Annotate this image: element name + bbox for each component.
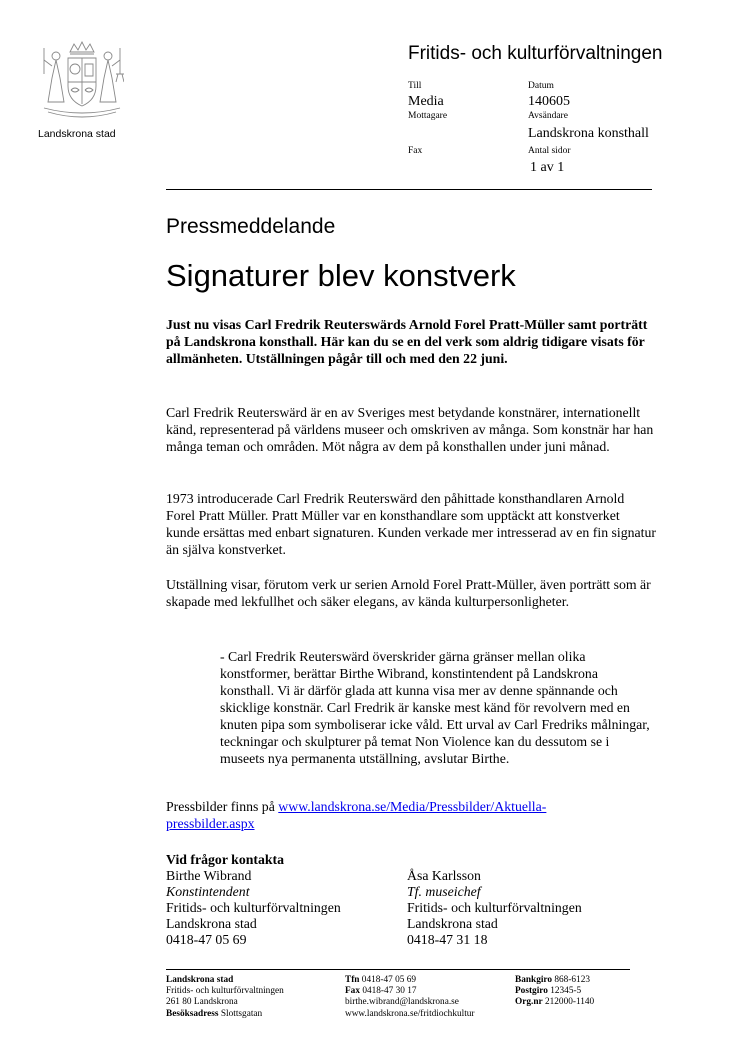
pages-value: 1 av 1 [530, 160, 565, 175]
contact-role: Tf. museichef [407, 884, 481, 899]
footer-col-address [166, 975, 284, 1020]
footer-visit-value: Slottsgatan [220, 1008, 263, 1019]
contact-org: Landskrona stad [166, 916, 257, 931]
footer-divider [166, 969, 630, 970]
contact-org: Landskrona stad [407, 916, 498, 931]
contact-card-2 [407, 868, 582, 948]
footer-tfn-value: 0418-47 05 69 [361, 975, 417, 985]
date-value: 140605 [528, 94, 570, 109]
contact-phone: 0418-47 31 18 [407, 932, 488, 947]
footer-orgnr-value: 212000-1140 [544, 997, 595, 1008]
footer-web: www.landskrona.se/fritdiochkultur [345, 1008, 475, 1019]
header-divider [166, 189, 652, 190]
contact-phone: 0418-47 05 69 [166, 932, 247, 947]
body-paragraph-3: Utställning visar, förutom verk ur serien Arnold Forel Pratt-Müller, även porträtt som är skapade med lekfullhet och säker elegans, av kända kulturpersonligheter. [166, 577, 651, 609]
press-images-text: Pressbilder finns på [166, 799, 279, 814]
press-images-link-line2: pressbilder.aspx [166, 816, 255, 831]
footer-col-bank [515, 975, 594, 1009]
contact-card-1 [166, 868, 341, 948]
footer-email: birthe.wibrand@landskrona.se [345, 997, 459, 1008]
department-title: Fritids- och kulturförvaltningen [408, 43, 663, 64]
coat-of-arms-logo [40, 38, 124, 126]
footer-bankgiro-value: 868-6123 [554, 975, 590, 985]
footer-orgnr-label: Org.nr [515, 997, 543, 1008]
contacts-heading: Vid frågor kontakta [166, 852, 285, 867]
body-paragraph-2: 1973 introducerade Carl Fredrik Reuterswärd den påhittade konsthandlaren Arnold Forel Pratt Müller. Pratt Müller var en konsthandlare som upptäckt att konstverket kunde ersättas med enbart signaturen. Kunden verkade mer intresserad av en fin signatur än själva konstverket. [166, 491, 656, 557]
to-label: Till [408, 81, 422, 91]
body-paragraph-1: Carl Fredrik Reuterswärd är en av Sveriges mest betydande konstnärer, internationellt känd, representerad på världens museer och omskriven av många. Som konstnär har han många teman och områden. Möt några av dem på konsthallen under juni månad. [166, 405, 654, 454]
sender-value: Landskrona konsthall [528, 126, 649, 141]
recipient-label: Mottagare [408, 111, 448, 121]
press-images-paragraph [166, 798, 656, 832]
logo-caption: Landskrona stad [38, 128, 116, 140]
footer-bankgiro-label: Bankgiro [515, 975, 553, 985]
footer-col-contact [345, 975, 475, 1020]
date-label: Datum [528, 81, 554, 91]
contact-department: Fritids- och kulturförvaltningen [166, 900, 341, 915]
footer-dept: Fritids- och kulturförvaltningen [166, 986, 284, 997]
document-title: Signaturer blev konstverk [166, 258, 516, 293]
footer-tfn-label: Tfn [345, 975, 360, 985]
contact-department: Fritids- och kulturförvaltningen [407, 900, 582, 915]
footer-postal: 261 80 Landskrona [166, 997, 238, 1008]
footer-postgiro-label: Postgiro [515, 986, 548, 997]
footer-visit-label: Besöksadress [166, 1008, 219, 1019]
lead-paragraph: Just nu visas Carl Fredrik Reuterswärds Arnold Forel Pratt-Müller samt porträtt på Landskrona konsthall. Här kan du se en del verk som aldrig tidigare visats för allmänheten. Utställningen pågår till och med den 22 juni. [166, 317, 648, 366]
footer-fax-value: 0418-47 30 17 [362, 986, 417, 997]
press-images-link-line1: www.landskrona.se/Media/Pressbilder/Aktuella- [278, 799, 547, 814]
footer-fax-label: Fax [345, 986, 360, 997]
footer-postgiro-value: 12345-5 [550, 986, 582, 997]
document-type-label: Pressmeddelande [166, 215, 336, 238]
pages-label: Antal sidor [528, 146, 571, 156]
fax-label: Fax [408, 146, 423, 156]
contact-role: Konstintendent [166, 884, 250, 899]
to-value: Media [408, 94, 444, 109]
contact-name: Åsa Karlsson [407, 868, 481, 883]
footer-visit [166, 1009, 284, 1020]
quote-paragraph: - Carl Fredrik Reuterswärd överskrider gärna gränser mellan olika konstformer, berättar Birthe Wibrand, konstintendent på Landskrona konsthall. Vi är därför glada att kunna visa mer av denne spännande och skicklige konstnär. Carl Fredrik är kanske mest känd för revolvern med en knuten pipa som symboliserar icke våld. Ett urval av Carl Fredriks målningar, teckningar och skulpturer på temat Non Violence kan du dessutom se i museets nya permanenta utställning, avslutar Birthe. [220, 649, 650, 766]
contact-name: Birthe Wibrand [166, 868, 252, 883]
footer-org: Landskrona stad [166, 975, 234, 985]
sender-label: Avsändare [528, 111, 568, 121]
